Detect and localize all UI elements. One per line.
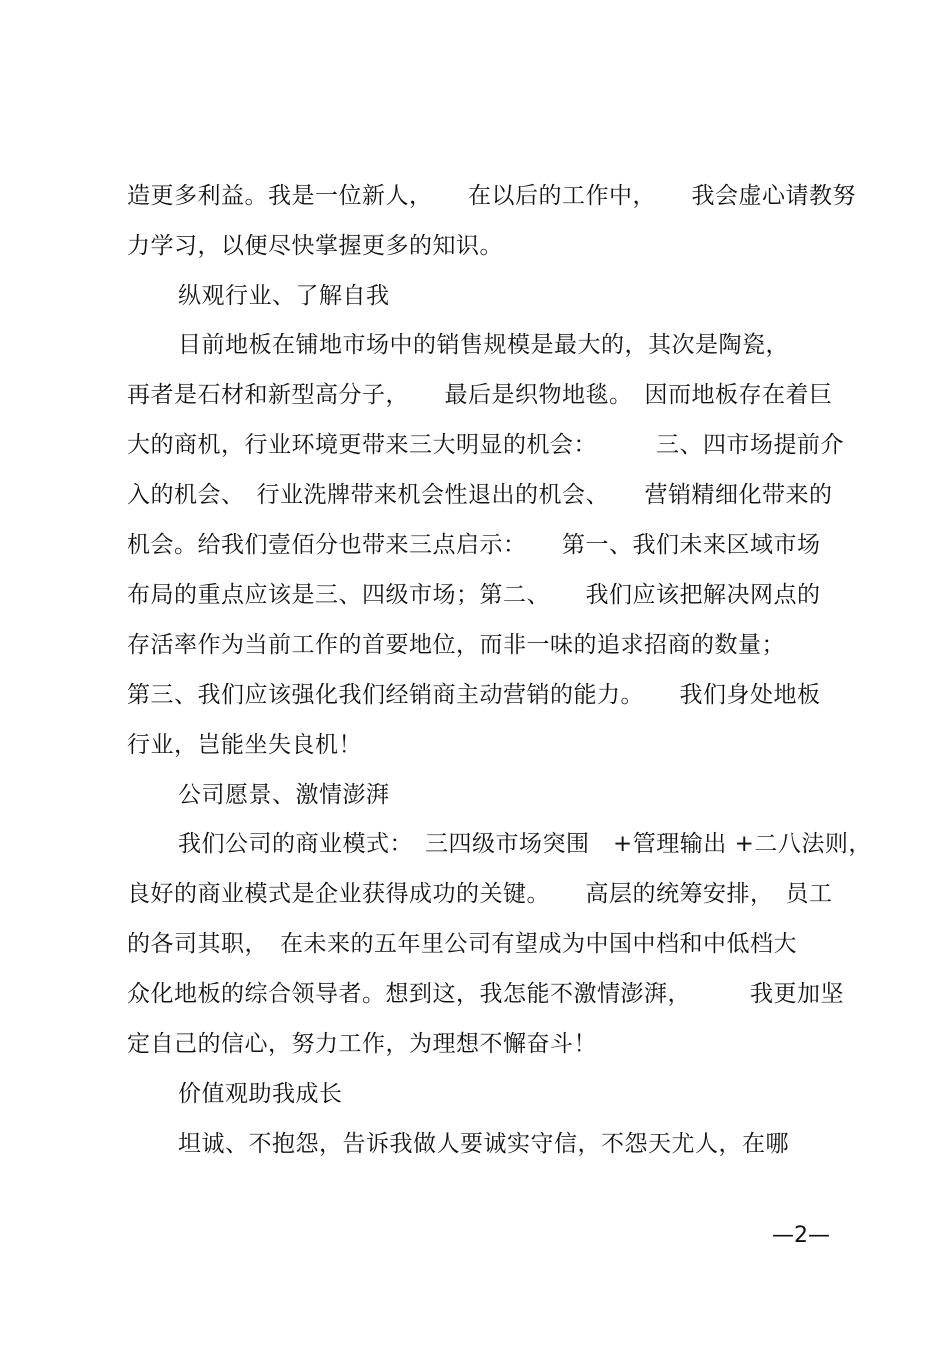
text-line-8: 机会。给我们壹佰分也带来三点启示： 第一、我们未来区域市场 (127, 532, 821, 558)
text-line-4: 目前地板在铺地市场中的销售规模是最大的，其次是陶瓷， (178, 332, 789, 358)
text-line-5: 再者是石材和新型高分子， 最后是织物地毯。 因而地板存在着巨 (127, 382, 833, 408)
text-line-12: 行业，岂能坐失良机！ (127, 732, 362, 758)
text-line-16: 的各司其职， 在未来的五年里公司有望成为中国中档和中低档大 (127, 931, 797, 957)
text-line-11: 第三、我们应该强化我们经销商主动营销的能力。 我们身处地板 (127, 682, 821, 708)
text-line-10: 存活率作为当前工作的首要地位，而非一味的追求招商的数量； (127, 632, 785, 658)
text-line-14: 我们公司的商业模式： 三四级市场突围 +管理输出 +二八法则， (178, 831, 872, 857)
text-line-15: 良好的商业模式是企业获得成功的关键。 高层的统筹安排， 员工 (127, 881, 833, 907)
section-heading-industry: 纵观行业、了解自我 (178, 283, 390, 309)
section-heading-values: 价值观助我成长 (178, 1081, 343, 1107)
text-line-9: 布局的重点应该是三、四级市场；第二、 我们应该把解决网点的 (127, 582, 821, 608)
text-line-18: 定自己的信心，努力工作，为理想不懈奋斗！ (127, 1031, 597, 1057)
text-line-20: 坦诚、不抱怨，告诉我做人要诚实守信，不怨天尤人，在哪 (178, 1131, 789, 1157)
text-line-1: 造更多利益。我是一位新人， 在以后的工作中， 我会虚心请教努 (127, 183, 856, 209)
section-heading-vision: 公司愿景、激情澎湃 (178, 782, 390, 808)
text-line-2: 力学习，以便尽快掌握更多的知识。 (127, 233, 503, 259)
page-number: —2— (772, 1223, 830, 1248)
text-line-6: 大的商机，行业环境更带来三大明显的机会： 三、四市场提前介 (127, 432, 844, 458)
text-line-17: 众化地板的综合领导者。想到这，我怎能不激情澎湃， 我更加坚 (127, 981, 844, 1007)
text-line-7: 入的机会、 行业洗牌带来机会性退出的机会、 营销精细化带来的 (127, 482, 833, 508)
